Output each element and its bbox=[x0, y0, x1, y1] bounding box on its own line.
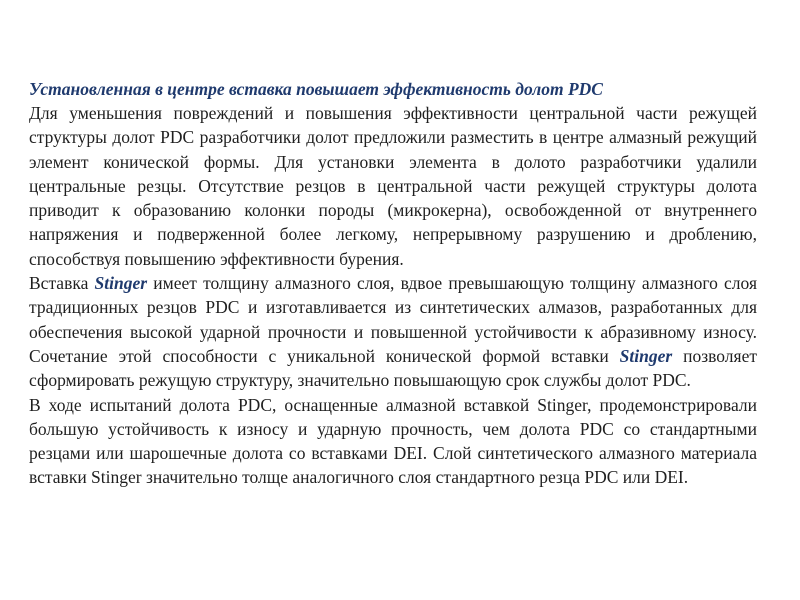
stinger-highlight: Stinger bbox=[94, 273, 148, 294]
paragraph-stinger-description bbox=[29, 271, 757, 392]
p2-prefix: Вставка bbox=[29, 273, 95, 294]
paragraph-center-insert: Для уменьшения повреждений и повышения эффективности центральной части режущей структуры долот PDC разработчики долот предложили разместить в центре алмазный режущий элемент конической формы. Для установки элемента в долото разработчики удалили центральные резцы. Отсутствие резцов в центральной части режущей структуры долота приводит к образованию колонки породы (микрокерна), освобожденной от внутреннего напряжения и подверженной более легкому, непрерывному разрушению и дроблению, способствуя повышению эффективности бурения. bbox=[29, 103, 757, 269]
stinger-highlight-2: Stinger bbox=[619, 345, 673, 366]
paragraph-test-results: В ходе испытаний долота PDC, оснащенные алмазной вставкой Stinger, продемонстрировали большую устойчивость к износу и ударную прочность, чем долота PDC со стандартными резцами или шарошечные долота со вставками DEI. Слой синтетического алмазного материала вставки Stinger значительно толще аналогичного слоя стандартного резца PDC или DEI. bbox=[29, 394, 757, 488]
slide-heading: Установленная в центре вставка повышает эффективность долот PDC bbox=[29, 79, 603, 99]
p2-middle: имеет толщину алмазного слоя, вдвое превышающую толщину алмазного слоя традиционных резцов PDC и изготавливается из синтетических алмазов, разработанных для обеспечения высокой ударной прочности и повышенной устойчивости к абразивному износу. Сочетание этой способности с уникальной конической формой вставки bbox=[29, 273, 757, 366]
p2-suffix: позволяет сформировать режущую структуру, значительно повышающую срок службы долот PDC. bbox=[29, 345, 757, 391]
slide-content bbox=[29, 77, 757, 490]
